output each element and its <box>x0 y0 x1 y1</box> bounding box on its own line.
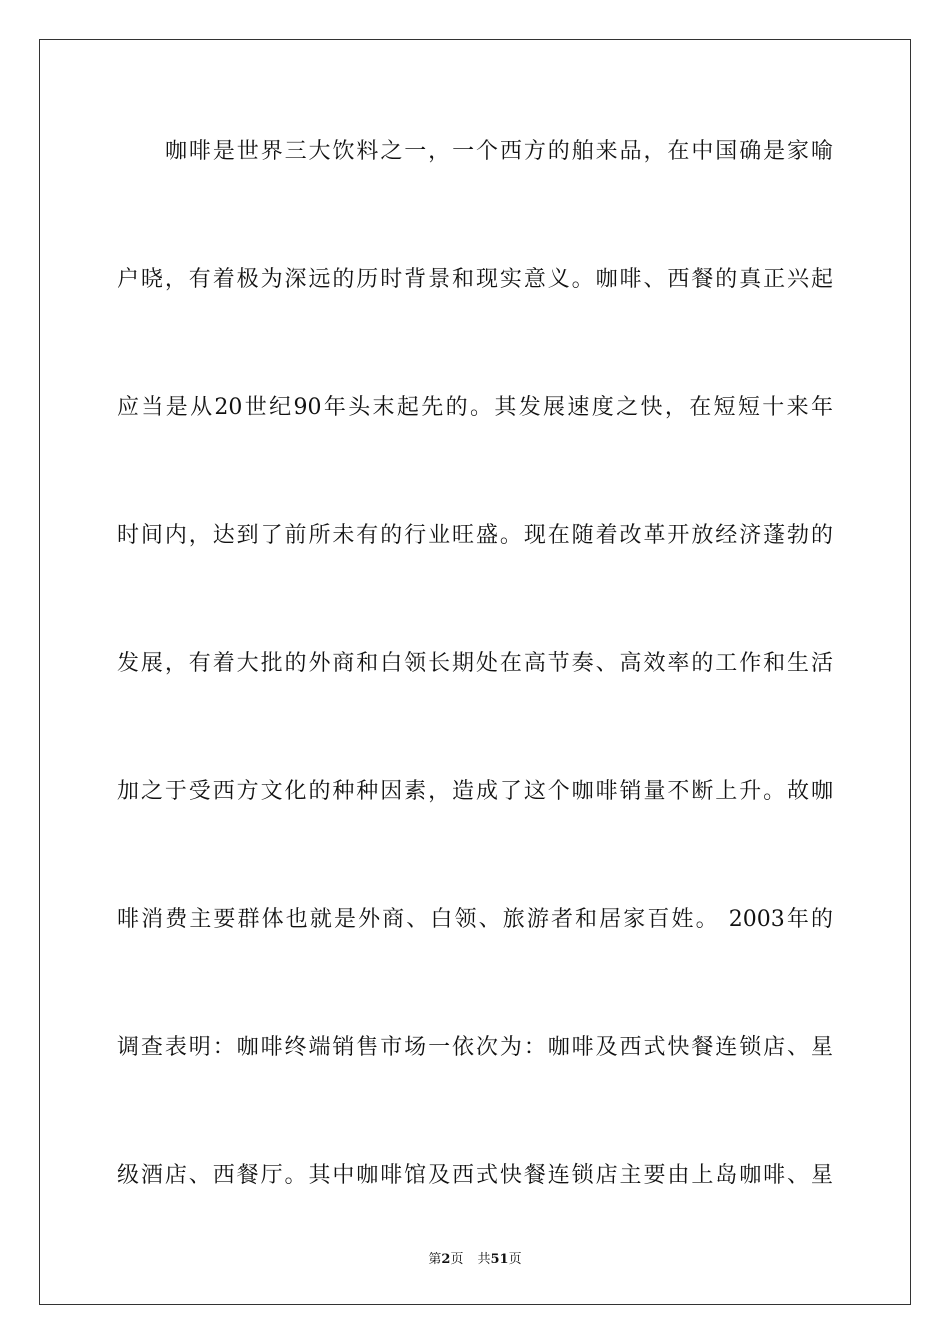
body-text-line-8: 调查表明：咖啡终端销售市场一依次为：咖啡及西式快餐连锁店、星 <box>117 1035 833 1060</box>
body-text-line-6: 加之于受西方文化的种种因素，造成了这个咖啡销量不断上升。故咖 <box>117 779 833 804</box>
footer-page-number: 2 <box>441 1252 451 1267</box>
footer-total-suffix: 页 <box>508 1252 522 1267</box>
body-text-line-9: 级酒店、西餐厅。其中咖啡馆及西式快餐连锁店主要由上岛咖啡、星 <box>117 1163 833 1188</box>
body-text-line-1: 咖啡是世界三大饮料之一，一个西方的舶来品，在中国确是家喻 <box>165 139 833 164</box>
body-text-line-4: 时间内，达到了前所未有的行业旺盛。现在随着改革开放经济蓬勃的 <box>117 523 833 548</box>
footer-page-prefix: 第 <box>428 1252 442 1267</box>
page-footer <box>0 1248 950 1267</box>
body-text-line-7: 啡消费主要群体也就是外商、白领、旅游者和居家百姓。 2003年的 <box>117 907 833 932</box>
footer-page-suffix: 页 <box>450 1252 464 1267</box>
body-text-line-2: 户晓，有着极为深远的历时背景和现实意义。咖啡、西餐的真正兴起 <box>117 267 833 292</box>
footer-total-prefix: 共 <box>477 1252 491 1267</box>
body-text-line-3: 应当是从20世纪90年头末起先的。其发展速度之快，在短短十来年 <box>117 395 833 420</box>
body-text-line-5: 发展，有着大批的外商和白领长期处在高节奏、高效率的工作和生活 <box>117 651 833 676</box>
footer-total-pages: 51 <box>490 1252 509 1267</box>
